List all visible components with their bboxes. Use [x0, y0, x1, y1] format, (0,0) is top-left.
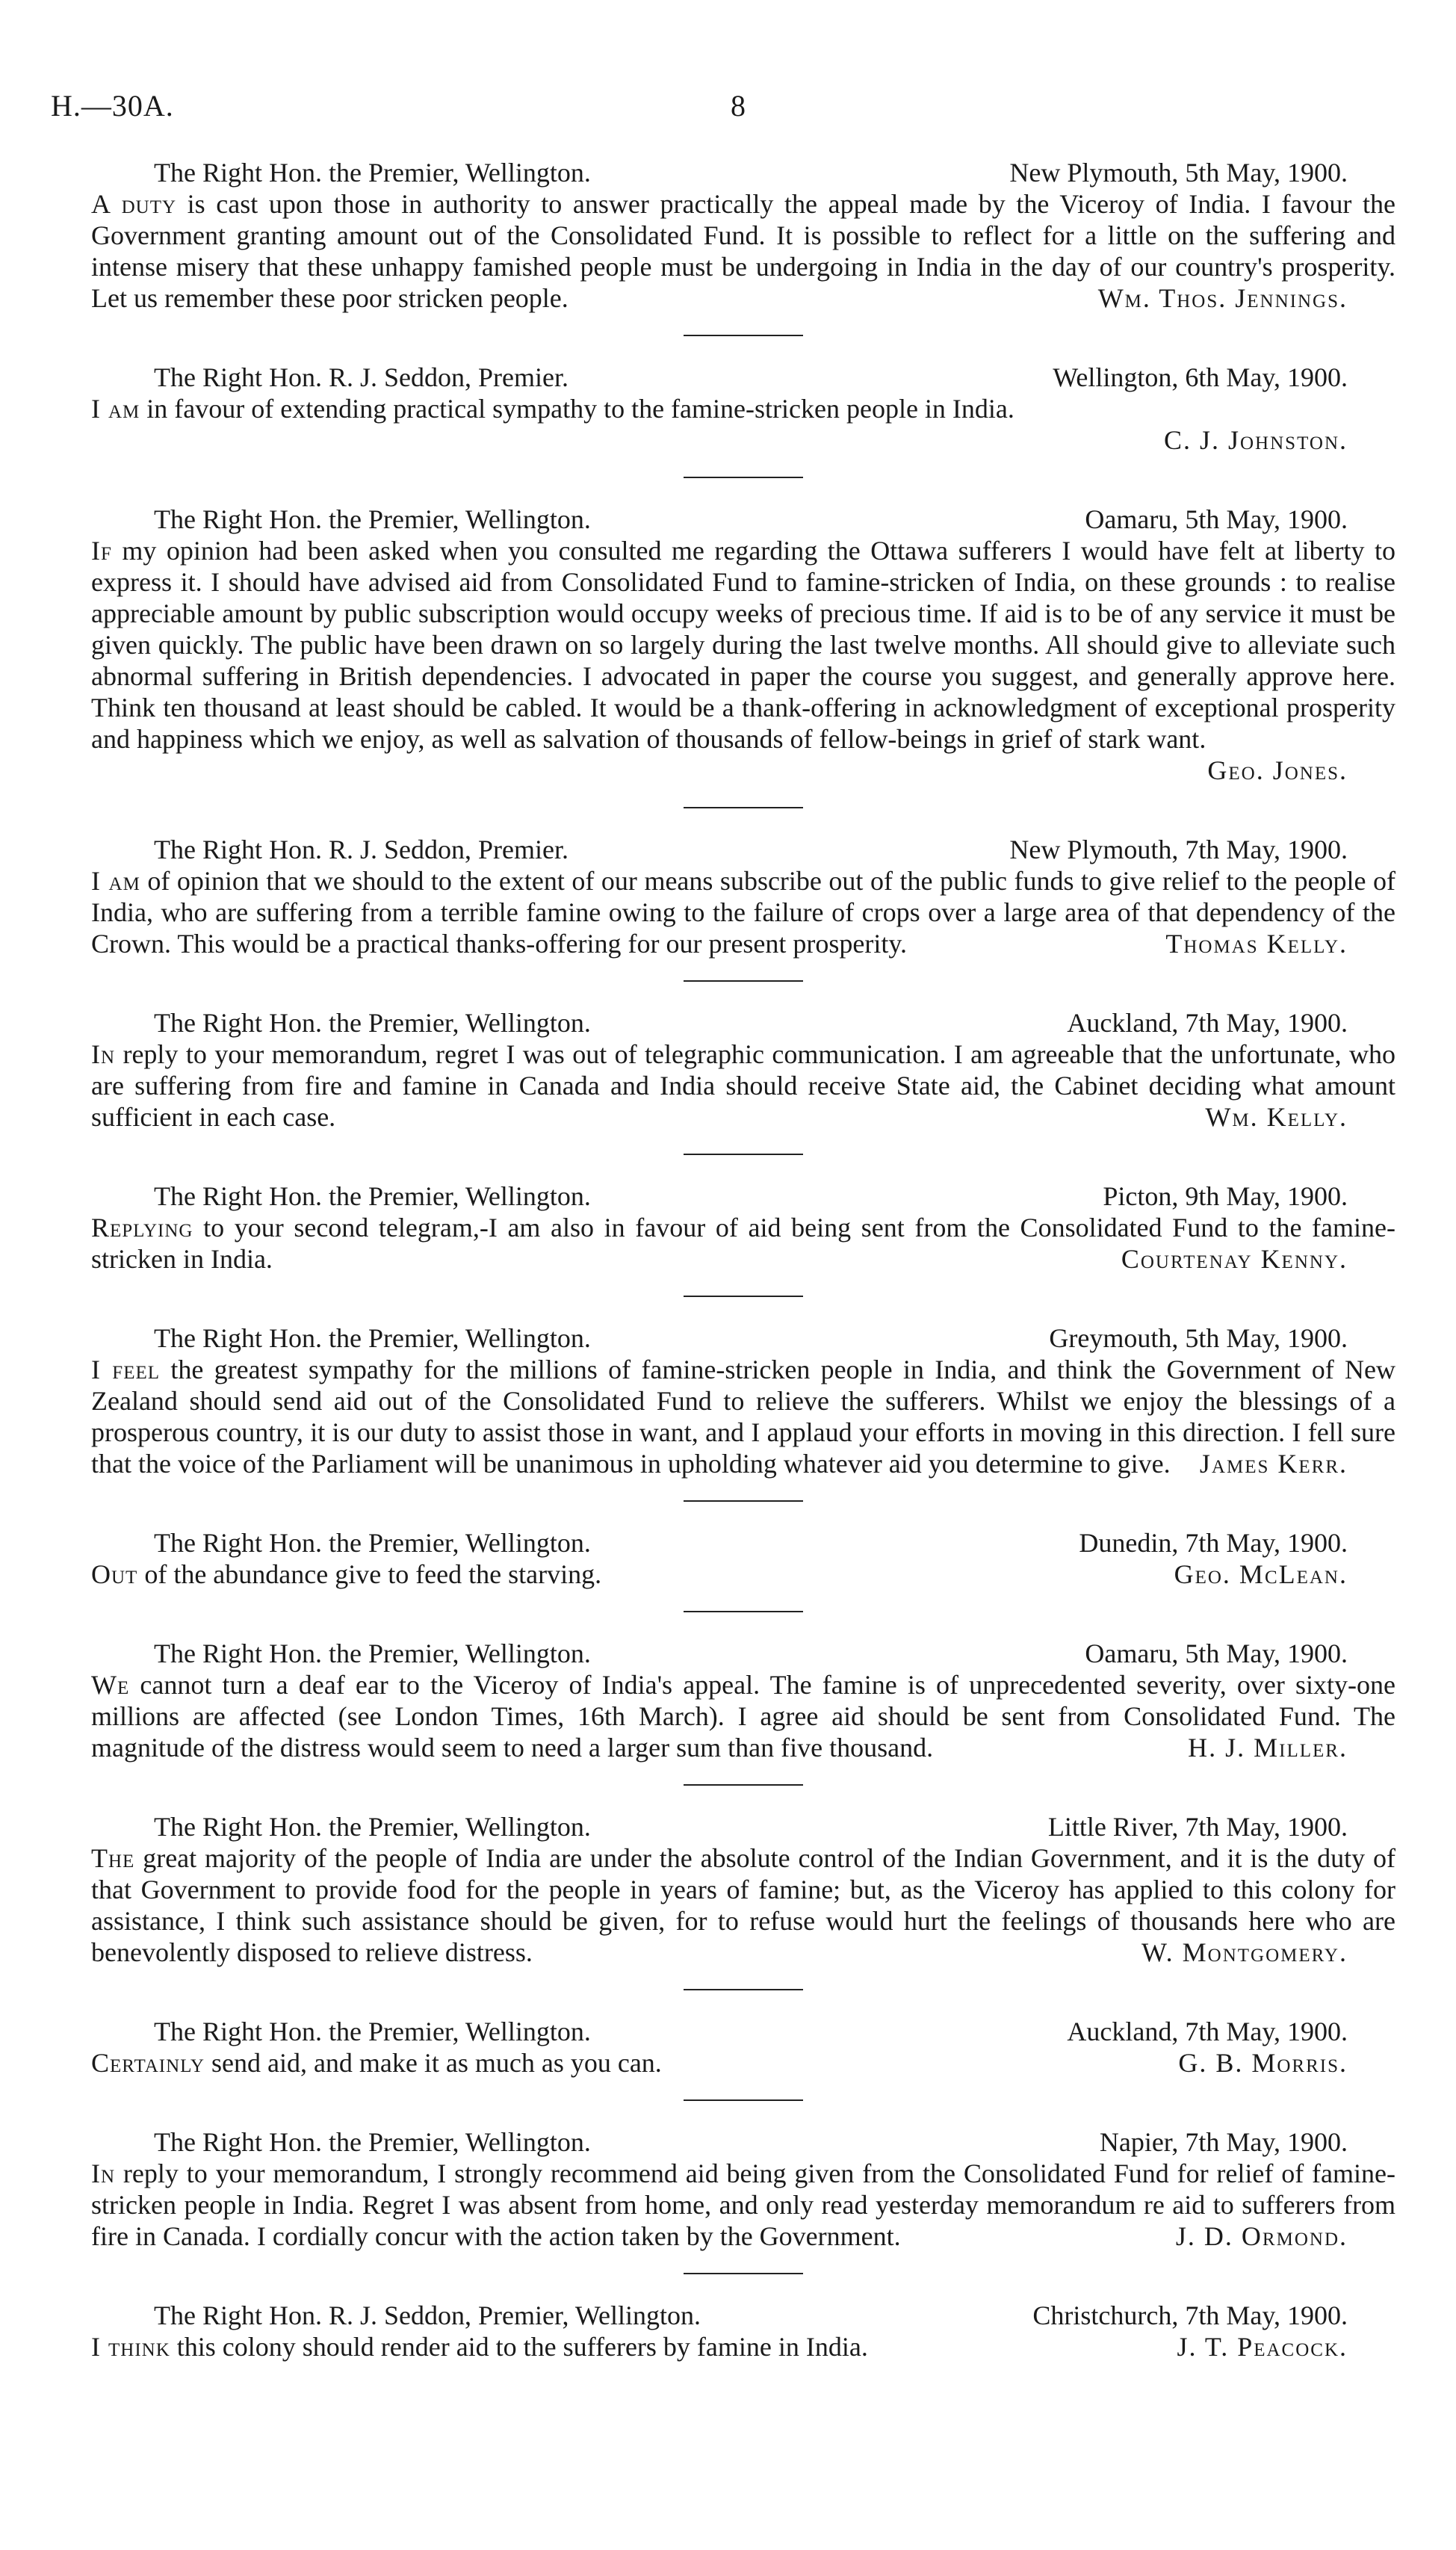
signature: W. Montgomery. — [1141, 1937, 1348, 1967]
signature: Wm. Kelly. — [1205, 1102, 1348, 1132]
lead-words: The — [91, 1843, 135, 1873]
lead-words: If — [91, 536, 112, 566]
letter-body — [91, 865, 1395, 959]
place-date: Auckland, 7th May, 1900. — [1067, 1008, 1348, 1038]
letter-heading — [91, 362, 1395, 393]
letter-body — [91, 2158, 1395, 2252]
letter-body — [91, 1669, 1395, 1763]
place-date: Dunedin, 7th May, 1900. — [1079, 1528, 1348, 1558]
lead-words: Certainly — [91, 2048, 205, 2078]
lead-words: In — [91, 1039, 116, 1069]
page-number: 8 — [731, 89, 746, 123]
letter-body — [91, 393, 1395, 424]
place-date: Picton, 9th May, 1900. — [1103, 1181, 1348, 1211]
letter-body — [91, 1559, 1395, 1590]
letter-body — [91, 535, 1395, 786]
telegram-letter — [91, 2016, 1395, 2079]
page-header — [51, 88, 1405, 133]
separator-rule — [684, 1296, 803, 1297]
letter-heading — [91, 1811, 1395, 1842]
signature: James Kerr. — [1199, 1449, 1348, 1479]
lead-words: I am — [91, 394, 140, 424]
separator-rule — [684, 1500, 803, 1502]
letter-text: great majority of the people of India are under the absolute control of the Indian Government, and it is the duty of that Government to provide food for the people in years of famine; but, as the Viceroy has applied to this colony for assistance, I think such assistance should be given, for to refuse would hurt the feelings of thousands here who are benevolently disposed to relieve distress. — [91, 1843, 1395, 1967]
telegram-letter — [91, 1527, 1395, 1590]
letter-heading — [91, 2016, 1395, 2047]
letter-text: cannot turn a deaf ear to the Viceroy of India's appeal. The famine is of unprecedented severity, over sixty-one millions are affected (see London Times, 16th March). I agree aid should be sent from Consolidated Fund. The magnitude of the distress would seem to need a larger sum than five thousand. — [91, 1670, 1395, 1763]
signature: Wm. Thos. Jennings. — [1097, 283, 1348, 313]
separator-rule — [684, 2273, 803, 2274]
telegram-letter — [91, 1007, 1395, 1133]
letter-body — [91, 1039, 1395, 1133]
signature: J. D. Ormond. — [1175, 2221, 1348, 2251]
telegram-letter — [91, 504, 1395, 786]
addressee: The Right Hon. the Premier, Wellington. — [154, 2017, 591, 2046]
place-date: Napier, 7th May, 1900. — [1099, 2127, 1348, 2157]
letter-text: send aid, and make it as much as you can. — [204, 2048, 662, 2078]
letter-heading — [91, 1180, 1395, 1212]
lead-words: A duty — [91, 189, 177, 219]
lead-words: I am — [91, 866, 140, 896]
addressee: The Right Hon. R. J. Seddon, Premier, Wellington. — [154, 2300, 701, 2330]
place-date: Wellington, 6th May, 1900. — [1053, 362, 1348, 392]
telegram-letter — [91, 1180, 1395, 1275]
telegram-letter — [91, 1811, 1395, 1968]
signature: Thomas Kelly. — [1165, 929, 1348, 959]
letter-heading — [91, 157, 1395, 188]
signature: Geo. McLean. — [1174, 1559, 1348, 1589]
addressee: The Right Hon. the Premier, Wellington. — [154, 1528, 591, 1558]
addressee: The Right Hon. the Premier, Wellington. — [154, 1323, 591, 1353]
letter-text: to your second telegram,-I am also in favour of aid being sent from the Consolidated Fund to the famine-stricken in India. — [91, 1213, 1395, 1274]
signature: Courtenay Kenny. — [1121, 1244, 1348, 1274]
place-date: Little River, 7th May, 1900. — [1047, 1812, 1348, 1842]
letter-text: reply to your memorandum, regret I was out of telegraphic communication. I am agreeable that the unfortunate, who are suffering from fire and famine in Canada and India should receive State aid, the Cabinet deciding what amount sufficient in each case. — [91, 1039, 1395, 1132]
addressee: The Right Hon. the Premier, Wellington. — [154, 1181, 591, 1211]
separator-rule — [684, 1784, 803, 1786]
letter-text: this colony should render aid to the sufferers by famine in India. — [170, 2332, 868, 2362]
separator-rule — [684, 807, 803, 808]
letter-heading — [91, 1322, 1395, 1354]
addressee: The Right Hon. R. J. Seddon, Premier. — [154, 835, 569, 864]
separator-rule — [684, 2099, 803, 2101]
addressee: The Right Hon. the Premier, Wellington. — [154, 504, 591, 534]
telegram-letter — [91, 362, 1395, 456]
telegram-letter — [91, 834, 1395, 959]
letter-text: is cast upon those in authority to answer practically the appeal made by the Viceroy of India. I favour the Government granting amount out of the Consolidated Fund. It is possible to reflect for a little on the suffering and intense misery that these unhappy famished people must be undergoing in India in the day of our country's prosperity. Let us remember these poor stricken people. — [91, 189, 1395, 313]
signature: G. B. Morris. — [1178, 2048, 1348, 2078]
separator-rule — [684, 1154, 803, 1155]
place-date: New Plymouth, 5th May, 1900. — [1009, 158, 1348, 188]
lead-words: I feel — [91, 1355, 161, 1384]
letter-heading — [91, 2126, 1395, 2158]
letter-heading — [91, 504, 1395, 535]
place-date: Oamaru, 5th May, 1900. — [1085, 504, 1348, 534]
letter-body — [91, 188, 1395, 314]
letter-text: the greatest sympathy for the millions of famine-stricken people in India, and think the Government of New Zealand should send aid out of the Consolidated Fund to relieve the sufferers. Whilst we enjoy the blessings of a prosperous country, it is our duty to assist those in want, and I applaud your efforts in moving in this direction. I fell sure that the voice of the Parliament will be unanimous in upholding whatever aid you determine to give. — [91, 1355, 1395, 1479]
lead-words: Out — [91, 1559, 138, 1589]
letter-heading — [91, 1007, 1395, 1039]
place-date: Christchurch, 7th May, 1900. — [1032, 2300, 1348, 2330]
signature: C. J. Johnston. — [1163, 425, 1348, 455]
letter-heading — [91, 834, 1395, 865]
letter-body — [91, 2047, 1395, 2079]
letter-text: my opinion had been asked when you consulted me regarding the Ottawa sufferers I would have felt at liberty to express it. I should have advised aid from Consolidated Fund to famine-stricken of India, on these grounds : to realise appreciable amount by public subscription would occupy weeks of precious time. If aid is to be of any service it must be given quickly. The public have been drawn on so largely during the last twelve months. All should give to alleviate such abnormal suffering in British dependencies. I advocated in paper the course you suggest, and generally approve here. Think ten thousand at least should be cabled. It would be a thank-offering in acknowledgment of exceptional prosperity and happiness which we enjoy, as well as salvation of thousands of fellow-beings in grief of stark want. — [91, 536, 1395, 754]
letter-body — [91, 1842, 1395, 1968]
letter-body — [91, 2331, 1395, 2362]
separator-rule — [684, 980, 803, 982]
place-date: New Plymouth, 7th May, 1900. — [1009, 835, 1348, 864]
document-reference: H.—30A. — [51, 89, 174, 123]
letters-column — [91, 157, 1395, 2362]
separator-rule — [684, 1989, 803, 1990]
addressee: The Right Hon. the Premier, Wellington. — [154, 1812, 591, 1842]
telegram-letter — [91, 1638, 1395, 1763]
addressee: The Right Hon. the Premier, Wellington. — [154, 1008, 591, 1038]
lead-words: In — [91, 2158, 116, 2188]
signature: Geo. Jones. — [1207, 755, 1348, 785]
addressee: The Right Hon. the Premier, Wellington. — [154, 2127, 591, 2157]
letter-text: of the abundance give to feed the starving. — [137, 1559, 602, 1589]
lead-words: Replying — [91, 1213, 193, 1242]
letter-text: in favour of extending practical sympathy to the famine-stricken people in India. — [140, 394, 1014, 424]
telegram-letter — [91, 1322, 1395, 1479]
separator-rule — [684, 477, 803, 478]
signature: J. T. Peacock. — [1177, 2332, 1348, 2362]
letter-heading — [91, 2300, 1395, 2331]
telegram-letter — [91, 2300, 1395, 2362]
place-date: Auckland, 7th May, 1900. — [1067, 2017, 1348, 2046]
place-date: Greymouth, 5th May, 1900. — [1049, 1323, 1348, 1353]
addressee: The Right Hon. the Premier, Wellington. — [154, 1638, 591, 1668]
letter-heading — [91, 1638, 1395, 1669]
telegram-letter — [91, 2126, 1395, 2252]
addressee: The Right Hon. R. J. Seddon, Premier. — [154, 362, 569, 392]
lead-words: We — [91, 1670, 130, 1700]
letter-text: reply to your memorandum, I strongly recommend aid being given from the Consolidated Fund for relief of famine-stricken people in India. Regret I was absent from home, and only read yesterday memorandum re aid to sufferers from fire in Canada. I cordially concur with the action taken by the Government. — [91, 2158, 1395, 2251]
telegram-letter — [91, 157, 1395, 314]
signature: H. J. Miller. — [1188, 1733, 1348, 1763]
lead-words: I think — [91, 2332, 170, 2362]
letter-body — [91, 1212, 1395, 1275]
letter-heading — [91, 1527, 1395, 1559]
place-date: Oamaru, 5th May, 1900. — [1085, 1638, 1348, 1668]
letter-body — [91, 1354, 1395, 1479]
separator-rule — [684, 1611, 803, 1612]
addressee: The Right Hon. the Premier, Wellington. — [154, 158, 591, 188]
letter-text: of opinion that we should to the extent of our means subscribe out of the public funds to give relief to the people of India, who are suffering from a terrible famine owing to the failure of crops over a large area of that dependency of the Crown. This would be a practical thanks-offering for our present prosperity. — [91, 866, 1395, 959]
separator-rule — [684, 335, 803, 336]
